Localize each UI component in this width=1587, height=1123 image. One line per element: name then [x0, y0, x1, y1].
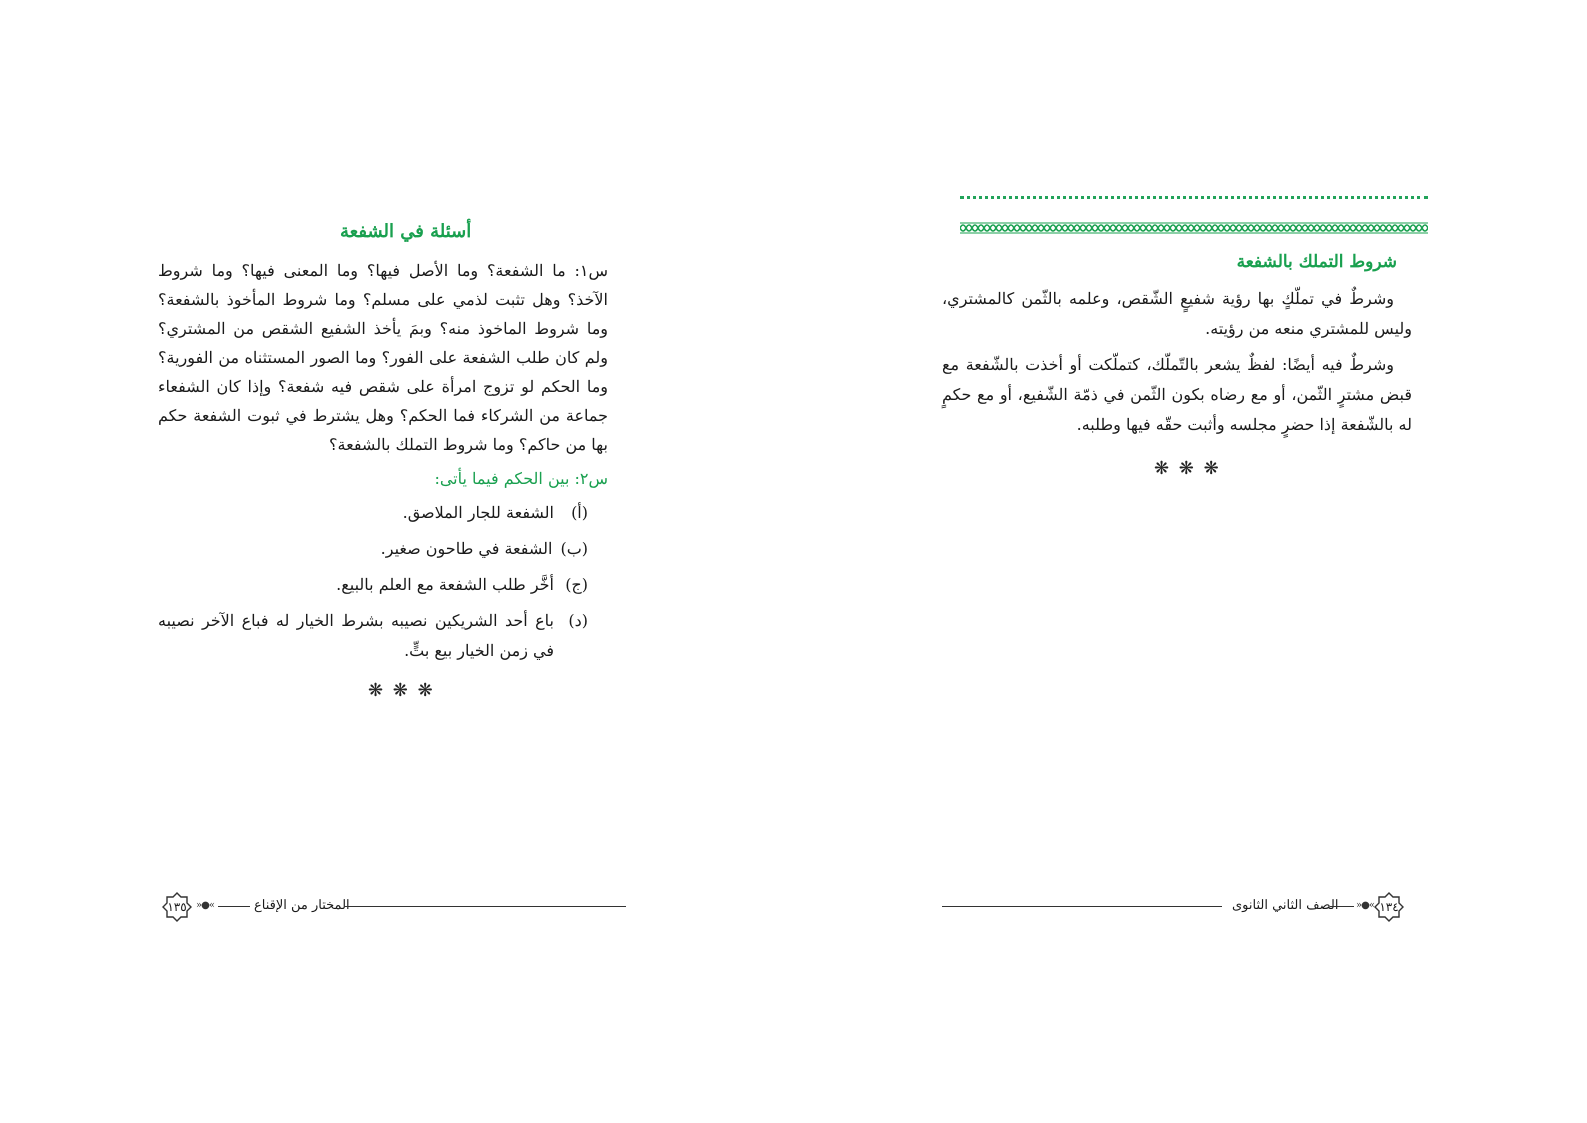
question-1: س١: ما الشفعة؟ وما الأصل فيها؟ وما المعنى فيها؟ وما شروط الآخذ؟ وهل تثبت لذمي على مسلم؟ وما شروط المأخوذ بالشفعة؟ وما شروط الماخوذ منه؟ وبمَ يأخذ الشفيع الشقص من المشتري؟ ولم كان طلب الشفعة على الفور؟ وما الصور المستثناه من الفورية؟ وما الحكم لو تزوج امرأة على شقص فيه شفعة؟ وإذا كان الشفعاء جماعة من الشركاء فما الحكم؟ وهل يشترط في ثبوت الشفعة حكم بها من حاكم؟ وما شروط التملك بالشفعة؟ — [158, 261, 608, 454]
item-text: الشفعة في طاحون صغير. — [380, 539, 553, 558]
page-134 — [794, 0, 1587, 1123]
question-2-items — [158, 498, 588, 672]
item-label: (ب) — [560, 539, 588, 558]
footer-title: الصف الثاني الثانوى — [1232, 898, 1339, 913]
dotted-divider — [960, 196, 1428, 199]
footer-rule-short — [218, 906, 250, 907]
page-number: ١٣٤ — [1379, 900, 1399, 914]
list-item — [158, 534, 588, 564]
list-item — [158, 498, 588, 528]
item-text: باع أحد الشريكين نصيبه بشرط الخيار له فباع الآخر نصيبه في زمن الخيار بيع بتٍّ. — [158, 611, 554, 660]
item-text: الشفعة للجار الملاصق. — [402, 503, 554, 522]
footer-rule-short — [1330, 906, 1354, 907]
list-item — [158, 570, 588, 600]
item-text: أخَّر طلب الشفعة مع العلم بالبيع. — [336, 575, 554, 594]
page-135 — [0, 0, 793, 1123]
paragraph: وشرطٌ فيه أيضًا: لفظٌ يشعر بالتّملّك، كتملّكت أو أخذت بالشّفعة مع قبض مشترٍ الثّمن، أو مع رضاه بكون الثّمن في ذمّة الشّفيع، أو مع حكمٍ له بالشّفعة إذا حضرٍ مجلسه وأثبت حقّه فيها وطلبه. — [942, 355, 1412, 434]
arrow-ornament-icon: »●« — [1356, 900, 1374, 911]
body-text — [942, 284, 1412, 446]
arrow-ornament-icon: »●« — [196, 900, 214, 911]
paragraph: وشرطٌ في تملّكٍ بها رؤية شفيعٍ الشّقص، وعلمه بالثّمن كالمشتري، وليس للمشتري منعه من رؤيته. — [942, 289, 1412, 338]
braided-ornament-band — [960, 222, 1428, 234]
item-label: (أ) — [571, 503, 588, 522]
section-separator: ❋ ❋ ❋ — [368, 680, 435, 701]
page-number: ١٣٥ — [167, 900, 187, 914]
item-label: (ج) — [565, 575, 588, 594]
section-separator: ❋ ❋ ❋ — [1154, 458, 1221, 479]
footer-rule-long — [942, 906, 1222, 907]
section-title: أسئلة في الشفعة — [340, 221, 472, 242]
footer-title: المختار من الإقناع — [254, 898, 350, 913]
list-item — [158, 606, 588, 666]
section-title: شروط التملك بالشفعة — [1236, 252, 1397, 272]
item-label: (د) — [568, 611, 588, 630]
question-2-heading: س٢: بين الحكم فيما يأتى: — [434, 469, 608, 488]
footer-rule-long — [344, 906, 626, 907]
